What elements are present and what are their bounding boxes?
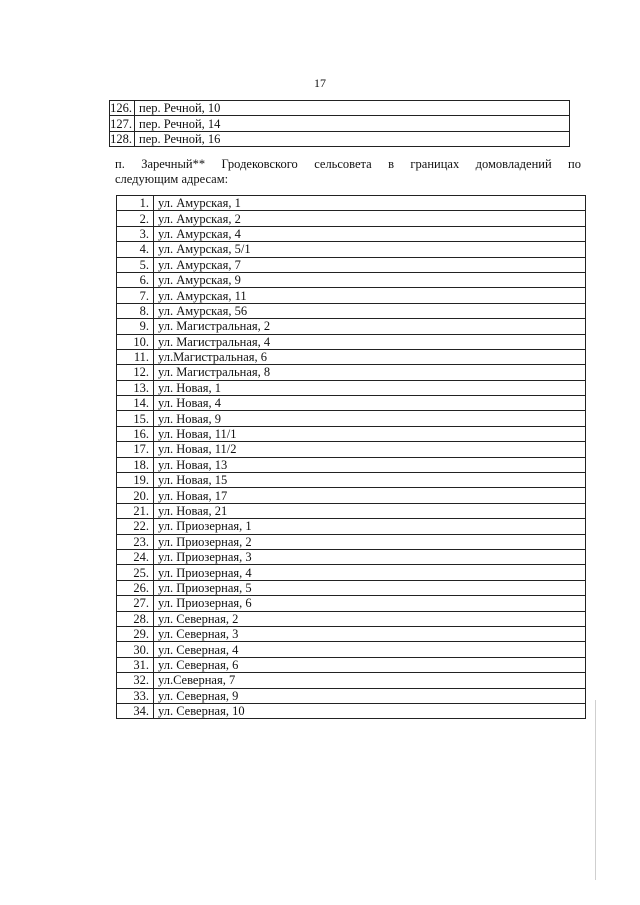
table-row xyxy=(117,242,586,257)
row-address: ул. Магистральная, 2 xyxy=(154,319,586,334)
table-row xyxy=(117,642,586,657)
row-number: 12. xyxy=(117,365,154,380)
row-address: ул. Магистральная, 8 xyxy=(154,365,586,380)
table-row xyxy=(117,380,586,395)
table-row xyxy=(117,257,586,272)
settlement-intro-line-2: следующим адресам: xyxy=(115,172,229,186)
row-number: 7. xyxy=(117,288,154,303)
table-row xyxy=(117,657,586,672)
table-row xyxy=(117,673,586,688)
settlement-intro-line-1: п. Заречный** Гродековского сельсовета в границах домовладений по xyxy=(115,157,581,171)
table-row xyxy=(117,303,586,318)
table-row xyxy=(110,101,570,116)
row-number: 27. xyxy=(117,596,154,611)
row-address: ул. Приозерная, 2 xyxy=(154,534,586,549)
row-address: ул. Амурская, 56 xyxy=(154,303,586,318)
row-number: 25. xyxy=(117,565,154,580)
row-address: ул. Северная, 6 xyxy=(154,657,586,672)
row-address: ул. Северная, 10 xyxy=(154,703,586,718)
table-row xyxy=(117,365,586,380)
row-number: 26. xyxy=(117,580,154,595)
row-address: ул. Амурская, 2 xyxy=(154,211,586,226)
table-row xyxy=(117,272,586,287)
row-number: 32. xyxy=(117,673,154,688)
table-row xyxy=(117,611,586,626)
row-number: 1. xyxy=(117,196,154,211)
row-number: 19. xyxy=(117,473,154,488)
row-address: ул. Приозерная, 5 xyxy=(154,580,586,595)
row-address: ул. Новая, 11/1 xyxy=(154,426,586,441)
table-row xyxy=(117,319,586,334)
row-address: пер. Речной, 10 xyxy=(135,101,570,116)
row-number: 31. xyxy=(117,657,154,672)
table-row xyxy=(117,211,586,226)
table-row xyxy=(117,549,586,564)
table-row xyxy=(117,688,586,703)
row-number: 4. xyxy=(117,242,154,257)
row-number: 22. xyxy=(117,519,154,534)
table-row xyxy=(117,565,586,580)
row-number: 15. xyxy=(117,411,154,426)
top-address-table-body xyxy=(110,101,570,147)
row-number: 14. xyxy=(117,396,154,411)
table-row xyxy=(117,473,586,488)
row-address: ул. Амурская, 5/1 xyxy=(154,242,586,257)
row-number: 11. xyxy=(117,349,154,364)
settlement-intro xyxy=(115,157,581,187)
row-number: 30. xyxy=(117,642,154,657)
row-number: 24. xyxy=(117,549,154,564)
row-address: ул. Северная, 2 xyxy=(154,611,586,626)
row-number: 9. xyxy=(117,319,154,334)
row-number: 18. xyxy=(117,457,154,472)
page-number: 17 xyxy=(314,76,326,90)
row-number: 21. xyxy=(117,503,154,518)
row-number: 20. xyxy=(117,488,154,503)
row-number: 126. xyxy=(110,101,135,116)
row-number: 16. xyxy=(117,426,154,441)
table-row xyxy=(117,580,586,595)
row-address: ул. Новая, 4 xyxy=(154,396,586,411)
row-number: 128. xyxy=(110,131,135,146)
row-address: ул. Приозерная, 4 xyxy=(154,565,586,580)
scan-margin-line xyxy=(595,700,596,880)
table-row xyxy=(110,116,570,131)
table-row xyxy=(117,488,586,503)
table-row xyxy=(117,457,586,472)
table-row xyxy=(117,349,586,364)
table-row xyxy=(117,196,586,211)
row-number: 6. xyxy=(117,272,154,287)
row-address: ул. Северная, 4 xyxy=(154,642,586,657)
row-number: 23. xyxy=(117,534,154,549)
row-address: пер. Речной, 16 xyxy=(135,131,570,146)
table-row xyxy=(117,596,586,611)
table-row xyxy=(117,396,586,411)
row-address: ул. Магистральная, 4 xyxy=(154,334,586,349)
row-address: ул. Новая, 9 xyxy=(154,411,586,426)
table-row xyxy=(117,534,586,549)
row-address: ул. Новая, 15 xyxy=(154,473,586,488)
row-number: 13. xyxy=(117,380,154,395)
row-number: 3. xyxy=(117,226,154,241)
row-number: 127. xyxy=(110,116,135,131)
main-address-table-body xyxy=(117,196,586,719)
row-address: ул.Магистральная, 6 xyxy=(154,349,586,364)
row-address: ул. Амурская, 4 xyxy=(154,226,586,241)
row-address: ул. Амурская, 11 xyxy=(154,288,586,303)
row-address: ул.Северная, 7 xyxy=(154,673,586,688)
table-row xyxy=(117,334,586,349)
table-row xyxy=(117,226,586,241)
row-address: ул. Амурская, 7 xyxy=(154,257,586,272)
table-row xyxy=(117,411,586,426)
table-row xyxy=(117,288,586,303)
row-address: ул. Новая, 11/2 xyxy=(154,442,586,457)
row-address: ул. Амурская, 1 xyxy=(154,196,586,211)
main-address-table xyxy=(116,195,586,719)
table-row xyxy=(117,626,586,641)
row-number: 17. xyxy=(117,442,154,457)
row-number: 10. xyxy=(117,334,154,349)
row-number: 8. xyxy=(117,303,154,318)
row-address: ул. Приозерная, 6 xyxy=(154,596,586,611)
row-address: ул. Новая, 17 xyxy=(154,488,586,503)
row-address: ул. Амурская, 9 xyxy=(154,272,586,287)
table-row xyxy=(117,442,586,457)
row-number: 28. xyxy=(117,611,154,626)
row-address: пер. Речной, 14 xyxy=(135,116,570,131)
table-row xyxy=(117,426,586,441)
row-address: ул. Новая, 21 xyxy=(154,503,586,518)
top-address-table xyxy=(109,100,570,147)
row-number: 5. xyxy=(117,257,154,272)
table-row xyxy=(117,503,586,518)
row-number: 34. xyxy=(117,703,154,718)
row-number: 2. xyxy=(117,211,154,226)
row-address: ул. Приозерная, 3 xyxy=(154,549,586,564)
row-number: 33. xyxy=(117,688,154,703)
row-address: ул. Приозерная, 1 xyxy=(154,519,586,534)
row-number: 29. xyxy=(117,626,154,641)
row-address: ул. Северная, 3 xyxy=(154,626,586,641)
row-address: ул. Северная, 9 xyxy=(154,688,586,703)
table-row xyxy=(117,703,586,718)
table-row xyxy=(117,519,586,534)
table-row xyxy=(110,131,570,146)
row-address: ул. Новая, 13 xyxy=(154,457,586,472)
row-address: ул. Новая, 1 xyxy=(154,380,586,395)
